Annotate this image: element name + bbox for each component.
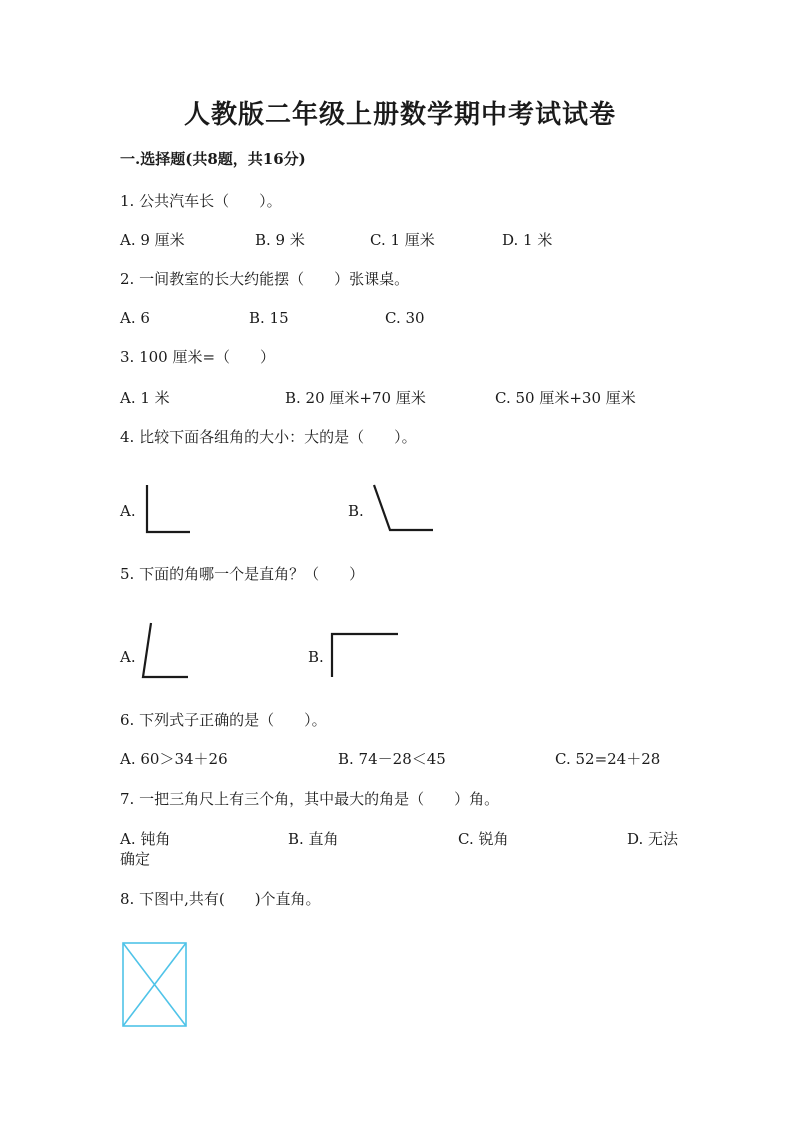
question-1-option-b: B. 9 米 (255, 231, 305, 249)
question-4-option-a: A. (120, 502, 136, 520)
question-1-option-d: D. 1 米 (502, 231, 553, 249)
question-5-angle-a-figure (138, 620, 192, 682)
question-1-option-c: C. 1 厘米 (370, 231, 435, 249)
question-7-option-d-line2: 确定 (120, 850, 151, 868)
question-7-stem: 7. 一把三角尺上有三个角，其中最大的角是（ ）角。 (120, 790, 500, 808)
question-6-option-b: B. 74－28＜45 (338, 750, 446, 768)
question-5-option-b: B. (308, 648, 324, 666)
question-5-angle-b-figure (328, 630, 400, 680)
section-heading: 一.选择题(共8题，共16分) (120, 150, 306, 168)
question-7-option-c: C. 锐角 (458, 830, 509, 848)
question-7-option-b: B. 直角 (288, 830, 339, 848)
question-4-angle-b-figure (370, 482, 436, 538)
page-title: 人教版二年级上册数学期中考试试卷 (183, 100, 616, 130)
question-4-angle-a-figure (140, 482, 194, 538)
question-2-option-a: A. 6 (120, 309, 150, 327)
question-3-option-b: B. 20 厘米+70 厘米 (285, 389, 426, 407)
question-6-option-c: C. 52=24＋28 (555, 750, 661, 768)
question-3-stem: 3. 100 厘米=（ ） (120, 348, 276, 366)
question-5-stem: 5. 下面的角哪一个是直角？（ ） (120, 565, 365, 583)
question-8-stem: 8. 下图中,共有( )个直角。 (120, 890, 321, 908)
question-1-option-a: A. 9 厘米 (120, 231, 185, 249)
question-2-option-b: B. 15 (249, 309, 289, 327)
question-8-rectangle-figure (122, 942, 188, 1028)
question-7-option-d-line1: D. 无法 (627, 830, 679, 848)
question-6-option-a: A. 60＞34＋26 (120, 750, 228, 768)
question-3-option-a: A. 1 米 (120, 389, 170, 407)
question-1-stem: 1. 公共汽车长（ ）。 (120, 192, 282, 210)
question-6-stem: 6. 下列式子正确的是（ ）。 (120, 711, 327, 729)
question-3-option-c: C. 50 厘米+30 厘米 (495, 389, 636, 407)
question-7-option-a: A. 钝角 (120, 830, 171, 848)
question-4-stem: 4. 比较下面各组角的大小：大的是（ ）。 (120, 428, 417, 446)
question-2-option-c: C. 30 (385, 309, 425, 327)
question-5-option-a: A. (120, 648, 136, 666)
question-4-option-b: B. (348, 502, 364, 520)
question-2-stem: 2. 一间教室的长大约能摆（ ）张课桌。 (120, 270, 410, 288)
